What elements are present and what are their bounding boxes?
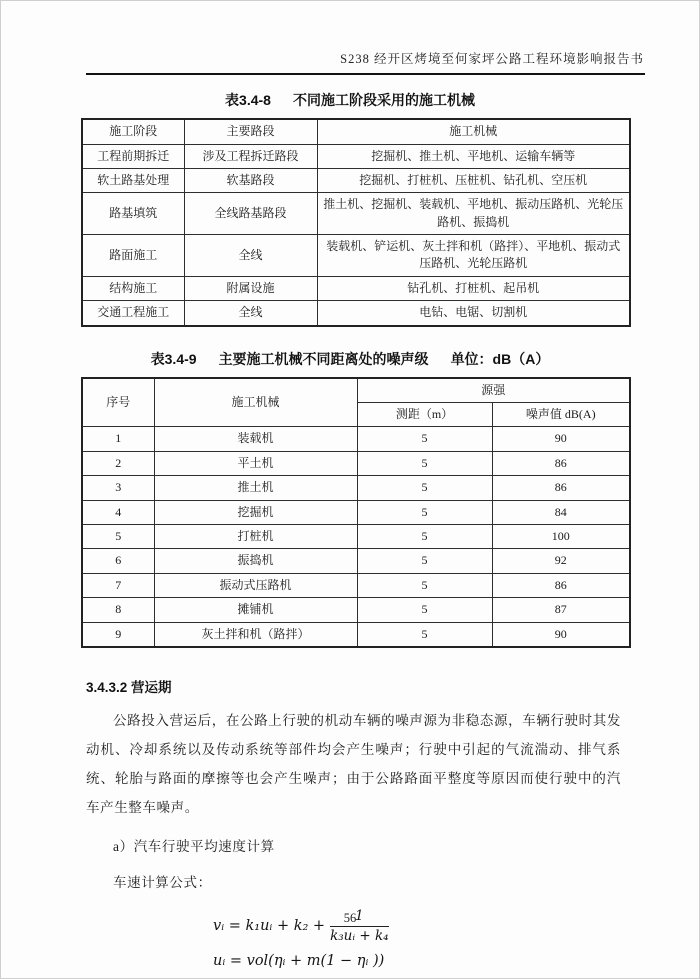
traffic-formula: uᵢ = vol(ηᵢ + m(1 − ηᵢ )) [213,952,385,969]
table-row [82,193,630,235]
table-cell: 5 [357,598,492,622]
table-cell: 全线 [184,235,317,277]
table-cell: 摊铺机 [154,598,357,622]
table-cell: 电钻、电锯、切割机 [317,301,630,326]
table-cell: 87 [492,598,630,622]
table-cell: 全线 [184,301,317,326]
table-row [82,524,630,548]
table-cell: 路基填筑 [82,193,184,235]
table-2-wrapper [81,377,629,648]
table-row [82,427,630,451]
table-cell: 4 [82,500,154,524]
table-3-4-8-caption [1,90,699,110]
header-cell-section: 主要路段 [184,119,317,144]
header-cell-stage: 施工阶段 [82,119,184,144]
page-number: 56 [343,911,357,925]
fraction-numerator: 1 [330,908,389,927]
table-cell: 交通工程施工 [82,301,184,326]
table-header-row [82,119,630,144]
header-cell-machine: 施工机械 [154,378,357,427]
construction-stage-table [81,118,631,327]
table-cell: 装载机、铲运机、灰土拌和机（路拌）、平地机、振动式压路机、光轮压路机 [317,235,630,277]
table-row [82,500,630,524]
header-cell-distance: 测距（m） [357,403,492,427]
table-row [82,549,630,573]
table-row [82,276,630,300]
table-cell: 涉及工程拆迁路段 [184,144,317,168]
table-row [82,235,630,277]
table-row [82,301,630,326]
table-row [82,168,630,192]
table-cell: 3 [82,476,154,500]
table-cell: 5 [357,549,492,573]
table-cell: 9 [82,622,154,647]
table-cell: 装载机 [154,427,357,451]
table-header-row [82,378,630,403]
table-cell: 振捣机 [154,549,357,573]
table-cell: 1 [82,427,154,451]
fraction-denominator: k₃uᵢ + k₄ [330,927,389,944]
table-cell: 7 [82,573,154,597]
caption-unit: 单位：dB（A） [450,350,550,367]
table-cell: 86 [492,451,630,475]
table-cell: 92 [492,549,630,573]
speed-formula-lhs: vᵢ = k₁uᵢ + k₂ + [213,918,326,935]
table-cell: 5 [357,524,492,548]
table-row [82,144,630,168]
table-cell: 平土机 [154,451,357,475]
table-cell: 振动式压路机 [154,573,357,597]
table-cell: 84 [492,500,630,524]
table-cell: 挖掘机、推土机、平地机、运输车辆等 [317,144,630,168]
table-cell: 软基路段 [184,168,317,192]
caption-title: 不同施工阶段采用的施工机械 [292,92,475,108]
table-cell: 90 [492,427,630,451]
table-row [82,622,630,647]
table-row [82,451,630,475]
table-cell: 挖掘机 [154,500,357,524]
header-rule [86,73,645,75]
table-cell: 工程前期拆迁 [82,144,184,168]
table-cell: 打桩机 [154,524,357,548]
header-cell-no: 序号 [82,378,154,427]
table-cell: 5 [357,427,492,451]
report-header-title: S238 经开区烤境至何家坪公路工程环境影响报告书 [340,52,644,66]
table-1-wrapper [81,118,629,327]
table-cell: 5 [82,524,154,548]
table-cell: 挖掘机、打桩机、压桩机、钻孔机、空压机 [317,168,630,192]
table-cell: 结构施工 [82,276,184,300]
table-3-4-9-caption [1,349,699,369]
table-cell: 5 [357,622,492,647]
table-cell: 100 [492,524,630,548]
table-cell: 推土机 [154,476,357,500]
table-cell: 5 [357,573,492,597]
caption-label: 表3.4-9 [150,350,197,367]
table-cell: 86 [492,476,630,500]
table-cell: 推土机、挖掘机、装载机、平地机、振动压路机、光轮压路机、振捣机 [317,193,630,235]
caption-title: 主要施工机械不同距离处的噪声级 [218,350,429,367]
table-cell: 2 [82,451,154,475]
table-cell: 8 [82,598,154,622]
formula-intro: 车速计算公式： [113,874,212,890]
list-item-a: a）汽车行驶平均速度计算 [113,838,275,854]
table-cell: 附属设施 [184,276,317,300]
body-paragraph: 公路投入营运后，在公路上行驶的机动车辆的噪声源为非稳态源，车辆行驶时其发动机、冷却系统以及传动系统等部件均会产生噪声；行驶中引起的气流湍动、排气系统、轮胎与路面的摩擦等也会产生噪声；由于公路路面平整度等原因而使行驶中的汽车产生整车噪声。 [86,712,621,815]
section-heading: 3.4.3.2 营运期 [86,679,172,695]
table-row [82,476,630,500]
table-cell: 86 [492,573,630,597]
table-row [82,573,630,597]
table-cell: 5 [357,451,492,475]
table-row [82,598,630,622]
table-cell: 软土路基处理 [82,168,184,192]
header-cell-noise: 噪声值 dB(A) [492,403,630,427]
table-cell: 5 [357,476,492,500]
machinery-noise-table [81,377,631,648]
table-cell: 6 [82,549,154,573]
caption-label: 表3.4-8 [225,92,271,108]
table-cell: 全线路基路段 [184,193,317,235]
table-cell: 90 [492,622,630,647]
header-cell-source-group: 源强 [357,378,630,403]
header-cell-machinery: 施工机械 [317,119,630,144]
table-cell: 5 [357,500,492,524]
table-cell: 钻孔机、打桩机、起吊机 [317,276,630,300]
table-cell: 灰土拌和机（路拌） [154,622,357,647]
table-cell: 路面施工 [82,235,184,277]
